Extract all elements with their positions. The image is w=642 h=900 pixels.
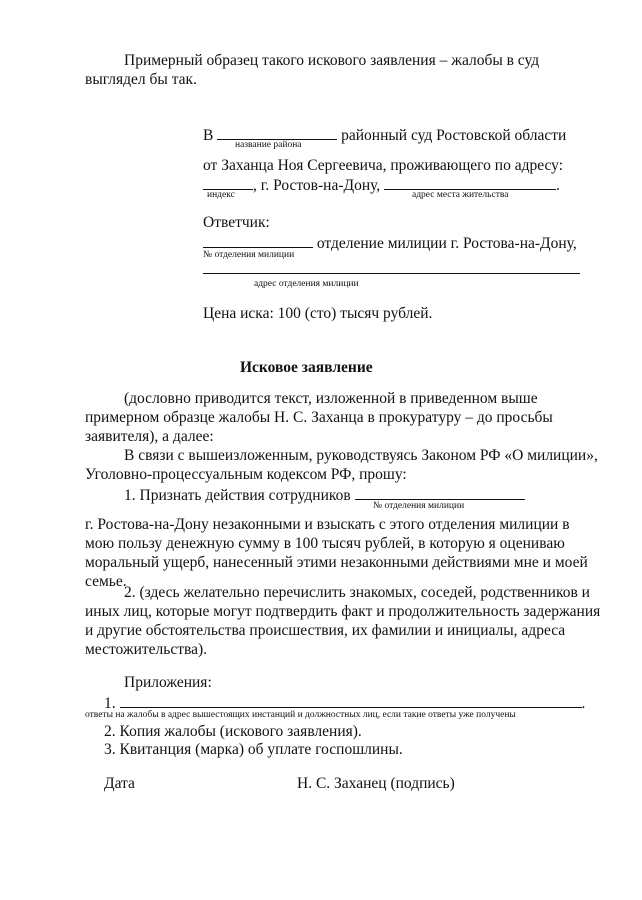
item2-line-1: 2. (здесь желательно перечислить знакомых, соседей, родственников и <box>124 584 590 601</box>
court-hint: название района <box>235 140 302 150</box>
item1-hint: № отделения милиции <box>373 501 465 511</box>
attachment-1-number: 1. <box>104 695 116 712</box>
index-hint: индекс <box>207 190 235 200</box>
address-blank <box>384 174 556 190</box>
plaintiff-line: от Заханца Ноя Сергеевича, проживающего по адресу: <box>203 157 563 174</box>
item2-line-4: местожительства). <box>85 641 208 658</box>
respondent-label: Ответчик: <box>203 214 270 231</box>
item1-text: 1. Признать действия сотрудников <box>124 487 351 504</box>
attachment-1-blank <box>120 692 582 708</box>
item2-line-2: иных лиц, которые могут подтвердить факт и продолжительность задержания <box>85 603 601 620</box>
attachment-1-dot: . <box>581 695 586 712</box>
item1-line-5: семье. <box>85 573 127 590</box>
p1-line-1: (дословно приводится текст, изложенной в приведенном выше <box>124 390 538 407</box>
p1-line-2: примерном образце жалобы Н. С. Заханца в прокуратуру – до просьбы <box>85 409 553 426</box>
attachment-3: 3. Квитанция (марка) об уплате госпошлины. <box>104 741 403 758</box>
court-district-blank <box>217 124 337 140</box>
court-suffix: районный суд Ростовской области <box>341 127 567 144</box>
item2-line-3: и другие обстоятельства происшествия, их фамилии и инициалы, адреса <box>85 622 566 639</box>
intro-line-2: выглядел бы так. <box>85 71 197 88</box>
police-address-hint: адрес отделения милиции <box>254 279 359 289</box>
police-address-blank <box>203 258 580 274</box>
police-number-hint: № отделения милиции <box>203 250 295 260</box>
date-label: Дата <box>104 775 135 792</box>
item1-line-3: мою пользу денежную сумму в 100 тысяч рублей, в которую я оцениваю <box>85 535 565 552</box>
police-number-blank <box>203 232 313 248</box>
court-prefix: В <box>203 127 214 144</box>
document-title: Исковое заявление <box>240 359 373 376</box>
item1-line-2: г. Ростова-на-Дону незаконными и взыскать с этого отделения милиции в <box>85 516 570 533</box>
intro-line-1: Примерный образец такого искового заявления – жалобы в суд <box>124 52 540 69</box>
attachment-1-hint: ответы на жалобы в адрес вышестоящих инстанций и должностных лиц, если такие ответы уже получены <box>85 710 516 720</box>
item1-blank <box>355 484 525 500</box>
index-blank <box>203 174 253 190</box>
claim-price: Цена иска: 100 (сто) тысяч рублей. <box>203 305 433 322</box>
item1-line-4: моральный ущерб, нанесенный этими незаконными действиями мне и моей <box>85 554 588 571</box>
address-dot: . <box>556 177 560 194</box>
attachments-label: Приложения: <box>124 674 212 691</box>
p2-line-1: В связи с вышеизложенным, руководствуясь Законом РФ «О милиции», <box>124 447 598 464</box>
p1-line-3: заявителя), а далее: <box>85 428 214 445</box>
attachment-2: 2. Копия жалобы (искового заявления). <box>104 723 362 740</box>
address-hint: адрес места жительства <box>412 190 509 200</box>
item1-line-1 <box>124 484 525 505</box>
address-city: , г. Ростов-на-Дону, <box>253 177 381 194</box>
signature-label: Н. С. Заханец (подпись) <box>297 775 455 792</box>
p2-line-2: Уголовно-процессуальным кодексом РФ, прошу: <box>85 466 407 483</box>
respondent-text: отделение милиции г. Ростова-на-Дону, <box>316 235 577 252</box>
